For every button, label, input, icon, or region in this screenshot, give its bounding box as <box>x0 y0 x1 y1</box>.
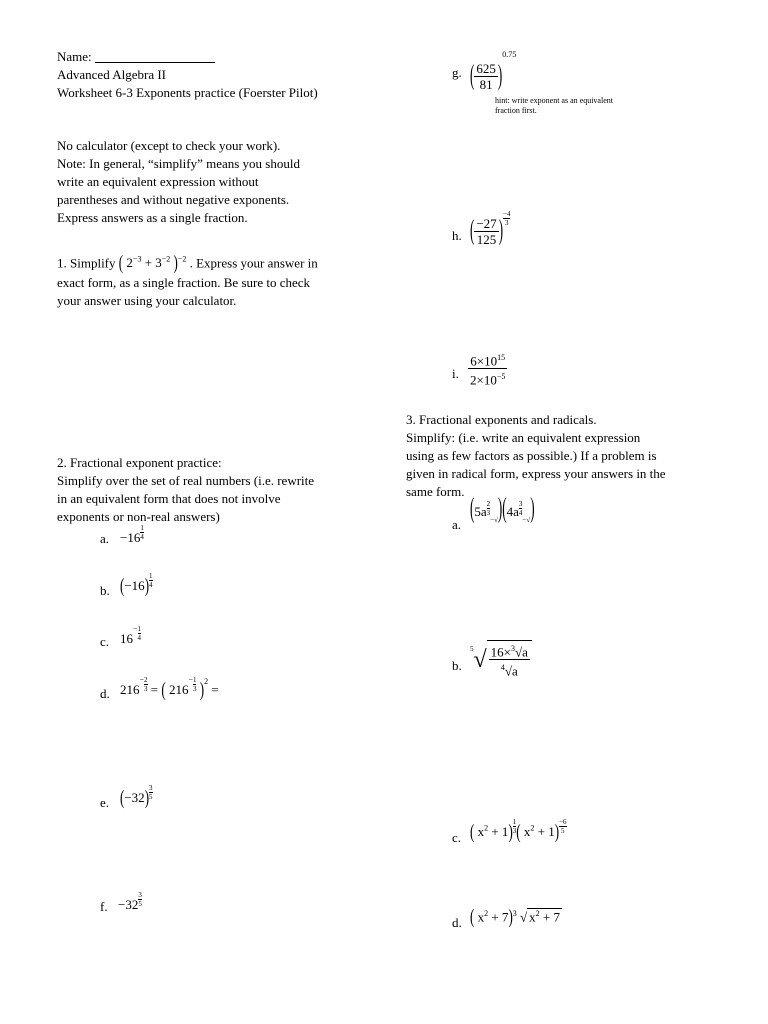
question-2-header <box>57 454 314 526</box>
item-label: d. <box>452 915 462 930</box>
worksheet-title: Worksheet 6-3 Exponents practice (Foerster Pilot) <box>57 85 318 100</box>
item-label: c. <box>100 634 110 649</box>
name-field <box>57 48 215 66</box>
q2-title: 2. Fractional exponent practice: <box>57 455 222 470</box>
q2f-expression: −32 $\frac{3}{5}$ <box>118 891 142 912</box>
instruction-line: Note: In general, “simplify” means you should <box>57 156 300 171</box>
q1-item-i <box>452 366 459 382</box>
question-3-header <box>406 411 666 501</box>
item-label: f. <box>100 899 108 914</box>
instruction-line: Express answers as a single fraction. <box>57 210 248 225</box>
item-label: c. <box>452 830 462 845</box>
item-label: g. <box>452 65 462 80</box>
item-label: d. <box>100 686 110 701</box>
q1-expression: ( $2^{-3} + 3^{-2}$ )$^{-2}$ <box>118 251 187 274</box>
i-expression: $\frac{6\times 10^{15}}{2\times 10^{-5}}$ <box>470 353 506 388</box>
g-expression: ( $\frac{625}{81}$ )$^{0.75}$ <box>470 50 517 92</box>
instruction-line: No calculator (except to check your work). <box>57 138 281 153</box>
q3-item-c <box>452 830 461 846</box>
q3-line: same form. <box>406 484 465 499</box>
item-label: b. <box>100 583 110 598</box>
q2a-expression: −16 $\frac{1}{4}$ <box>120 524 144 545</box>
q1-line2: exact form, as a single fraction. Be sure to check <box>57 275 311 290</box>
q3d-expression: ( $x^2 + 7)^3$ √ $x^2 + 7$ <box>470 905 561 928</box>
hint-note <box>495 96 613 116</box>
q3-line: given in radical form, express your answers in the <box>406 466 666 481</box>
q3-line: using as few factors as possible.) If a problem is <box>406 448 657 463</box>
q3-line: Simplify: (i.e. write an equivalent expression <box>406 430 641 445</box>
q3a-expression: (5a $\frac{2}{3}$ $_{-√}$)(4a $\frac{3}{4}$ $_{-√}$) <box>470 490 535 524</box>
instructions <box>57 137 300 227</box>
q2c-expression: 16− $\frac{1}{4}$ <box>120 624 142 646</box>
h-expression: ( $\frac{-27}{125}$ ) $\frac{-4}{3}$ <box>470 210 511 247</box>
q2e-expression: (−32) $\frac{3}{5}$ <box>120 784 153 809</box>
q2-item-a <box>100 531 109 547</box>
instruction-line: write an equivalent expression without <box>57 174 259 189</box>
q3b-expression: $^5$√ $\frac{16\times^3√a}{^4√a}$ <box>470 640 532 679</box>
item-label: h. <box>452 228 462 243</box>
instruction-line: parentheses and without negative exponents. <box>57 192 290 207</box>
q2d-expression: 216− $\frac{2}{3}$ = ( 216− $\frac{1}{3}$ )$^2$ = <box>120 675 219 701</box>
q1-item-h <box>452 228 462 244</box>
q2b-expression: (−16) $\frac{1}{4}$ <box>120 572 153 597</box>
item-label: e. <box>100 795 110 810</box>
q2-item-d <box>100 686 110 702</box>
q2-item-f <box>100 899 108 915</box>
name-label: Name: <box>57 49 92 64</box>
question-1 <box>57 251 318 272</box>
q3-item-d <box>452 915 462 931</box>
item-label: i. <box>452 366 459 381</box>
q3c-expression: ( $x^2 + 1$) $\frac{1}{3}$ ( $x^2 + 1$) $\frac{-6}{5}$ <box>470 818 567 843</box>
q1-item-g <box>452 65 462 81</box>
q3-title: 3. Fractional exponents and radicals. <box>406 412 597 427</box>
hint-line: fraction first. <box>495 106 537 115</box>
q2-item-c <box>100 634 109 650</box>
item-label: a. <box>100 531 110 546</box>
hint-line: hint: write exponent as an equivalent <box>495 96 613 105</box>
q1-prefix: 1. Simplify <box>57 255 116 271</box>
item-label: b. <box>452 658 462 673</box>
item-label: a. <box>452 517 462 532</box>
q2-line: in an equivalent form that does not involve <box>57 491 281 506</box>
q3-item-a <box>452 517 461 533</box>
q1-line3: your answer using your calculator. <box>57 293 237 308</box>
q2-line: Simplify over the set of real numbers (i.e. rewrite <box>57 473 315 488</box>
q1-suffix: . Express your answer in <box>189 255 318 271</box>
course-title: Advanced Algebra II <box>57 67 167 82</box>
q3-item-b <box>452 658 462 674</box>
name-blank-line <box>95 50 215 63</box>
q2-item-e <box>100 795 109 811</box>
q2-line: exponents or non-real answers) <box>57 509 220 524</box>
q2-item-b <box>100 583 110 599</box>
